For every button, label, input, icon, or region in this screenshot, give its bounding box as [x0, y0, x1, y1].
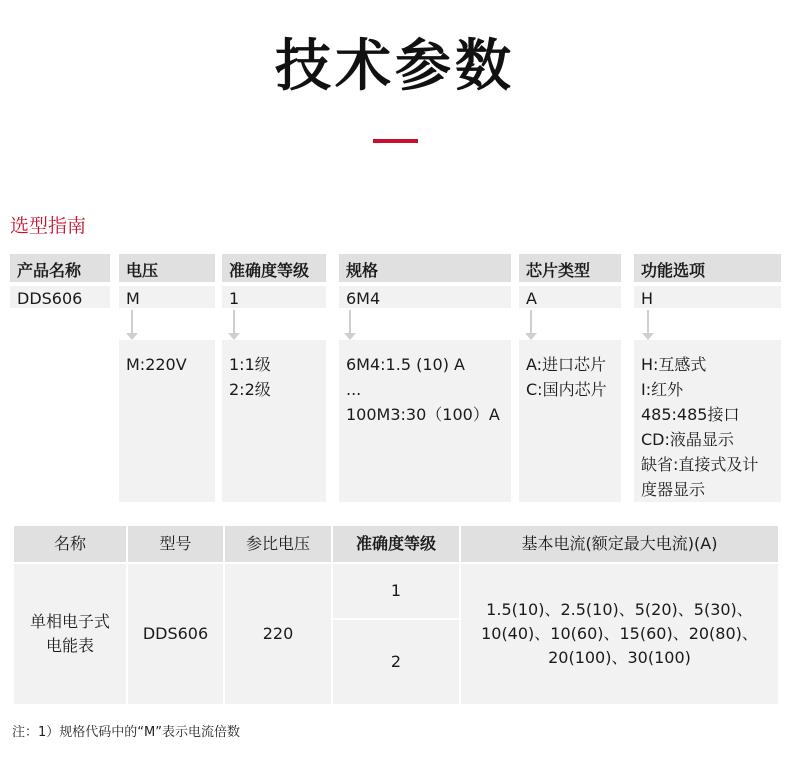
params-header-model: 型号	[128, 526, 223, 562]
spec-code-value: 6M4	[339, 286, 511, 308]
accuracy-code-value: 1	[222, 286, 326, 308]
selection-guide-title: 选型指南	[10, 215, 87, 237]
voltage-code-value: M	[119, 286, 215, 308]
function-option: CD:液晶显示	[641, 430, 734, 449]
accuracy-option: 2:2级	[229, 380, 271, 399]
product-name-line: 电能表	[45, 636, 94, 655]
footnote: 注：1）规格代码中的“M”表示电流倍数	[12, 725, 240, 740]
arrow-down-icon	[530, 310, 532, 334]
params-header-current: 基本电流(额定最大电流)(A)	[461, 526, 778, 562]
arrow-down-icon	[131, 310, 133, 334]
current-line: 10(40)、10(60)、15(60)、20(80)、	[481, 624, 758, 643]
page-title: 技术参数	[275, 34, 515, 99]
params-header-name: 名称	[14, 526, 126, 562]
spec-option: 6M4:1.5 (10) A	[346, 355, 465, 374]
params-model: DDS606	[128, 564, 223, 704]
col-header-voltage: 电压	[119, 254, 215, 282]
function-option: 度器显示	[641, 480, 706, 499]
chip-option: C:国内芯片	[526, 380, 607, 399]
col-header-function: 功能选项	[634, 254, 781, 282]
product-name-value: DDS606	[10, 286, 110, 308]
function-option: I:红外	[641, 380, 684, 399]
spec-option: 100M3:30（100）A	[346, 405, 500, 424]
function-options	[634, 340, 781, 502]
params-accuracy-1: 1	[333, 564, 459, 618]
function-option: 缺省:直接式及计	[641, 455, 759, 474]
col-header-chip-type: 芯片类型	[519, 254, 621, 282]
voltage-option: M:220V	[126, 355, 187, 374]
arrow-down-icon	[647, 310, 649, 334]
product-name-line: 单相电子式	[29, 612, 110, 631]
function-option: 485:485接口	[641, 405, 740, 424]
current-line: 20(100)、30(100)	[548, 648, 691, 667]
title-underline	[373, 139, 418, 143]
voltage-options	[119, 340, 215, 502]
params-header-accuracy: 准确度等级	[333, 526, 459, 562]
arrow-down-icon	[233, 310, 235, 334]
spec-option: ...	[346, 380, 362, 399]
col-header-accuracy: 准确度等级	[222, 254, 326, 282]
params-accuracy-2: 2	[333, 620, 459, 704]
accuracy-options	[222, 340, 326, 502]
spec-options	[339, 340, 511, 502]
chip-code-value: A	[519, 286, 621, 308]
col-header-product-name: 产品名称	[10, 254, 110, 282]
chip-option: A:进口芯片	[526, 355, 607, 374]
params-header-voltage: 参比电压	[225, 526, 331, 562]
function-code-value: H	[634, 286, 781, 308]
params-current	[461, 564, 778, 704]
current-line: 1.5(10)、2.5(10)、5(20)、5(30)、	[486, 600, 753, 619]
params-product-name	[14, 564, 126, 704]
chip-options	[519, 340, 621, 502]
arrow-down-icon	[349, 310, 351, 334]
accuracy-option: 1:1级	[229, 355, 271, 374]
params-voltage: 220	[225, 564, 331, 704]
col-header-spec: 规格	[339, 254, 511, 282]
function-option: H:互感式	[641, 355, 707, 374]
